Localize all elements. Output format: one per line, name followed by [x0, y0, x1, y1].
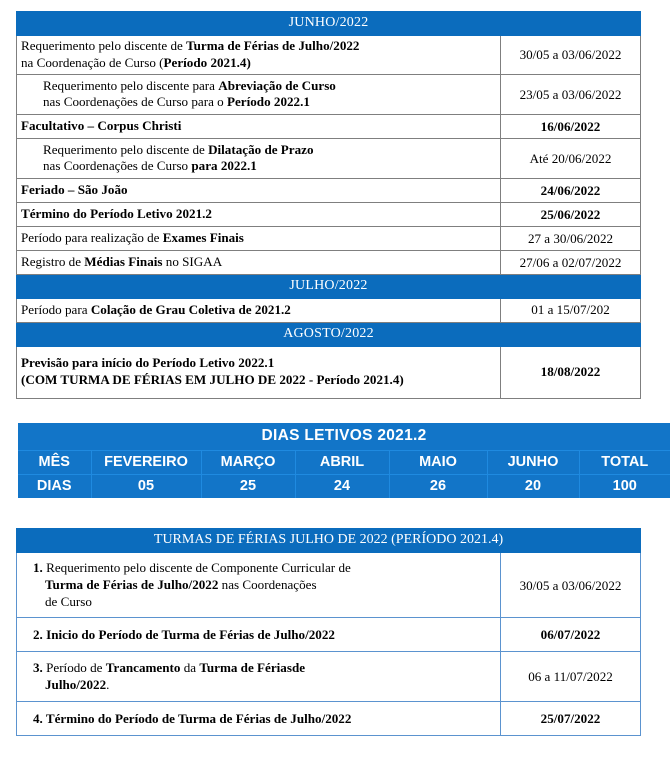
school-days-value-maio: 26 — [389, 475, 487, 500]
plain-text: no SIGAA — [162, 254, 223, 270]
plain-text: na Coordenação de Curso ( — [21, 54, 164, 70]
plain-text: Requerimento pelo discente de — [43, 141, 209, 157]
school-days-row-label-days: DIAS — [17, 475, 91, 500]
school-days-title: DIAS LETIVOS 2021.2 — [17, 422, 671, 451]
month-header-2: AGOSTO/2022 — [17, 323, 641, 347]
plain-text: Registro de — [21, 254, 85, 270]
calendar-row — [17, 299, 641, 323]
summer-classes-title-row — [17, 529, 641, 553]
school-days-title-row — [17, 422, 671, 451]
bold-text: Abreviação de Curso — [218, 77, 336, 93]
calendar-row — [17, 227, 641, 251]
calendar-event-date: Até 20/06/2022 — [501, 139, 641, 179]
bold-text: Turma de Férias de Julho/2022 — [45, 577, 219, 593]
school-days-row-label-month: MÊS — [17, 451, 91, 475]
calendar-row — [17, 75, 641, 115]
month-header-row — [17, 323, 641, 347]
month-header-row — [17, 12, 641, 36]
summer-class-date: 30/05 a 03/06/2022 — [501, 553, 641, 618]
school-days-month-maio: MAIO — [389, 451, 487, 475]
school-days-values-row — [17, 475, 671, 500]
calendar-event-date: 23/05 a 03/06/2022 — [501, 75, 641, 115]
school-days-value-marco: 25 — [201, 475, 295, 500]
calendar-event-description — [17, 139, 501, 179]
bold-text: Término do Período Letivo 2021.2 — [21, 206, 212, 222]
summer-classes-body — [17, 529, 641, 736]
plain-text: Requerimento pelo discente para — [43, 77, 219, 93]
calendar-row — [17, 139, 641, 179]
plain-text: nas Coordenações — [218, 577, 317, 593]
plain-text: de Curso — [45, 594, 92, 610]
month-header-row — [17, 275, 641, 299]
calendar-row — [17, 251, 641, 275]
calendar-event-date: 01 a 15/07/202 — [501, 299, 641, 323]
summer-class-row — [17, 553, 641, 618]
bold-text: Turma de Fériasde — [199, 660, 306, 676]
summer-class-number: 2. — [33, 626, 43, 642]
school-days-total-label: TOTAL — [579, 451, 671, 475]
calendar-row — [17, 347, 641, 399]
summer-class-description — [17, 702, 501, 736]
bold-text: (COM TURMA DE FÉRIAS EM JULHO DE 2022 - Período 2021.4) — [21, 372, 404, 388]
bold-text: Dilatação de Prazo — [208, 141, 314, 157]
school-days-month-fevereiro: FEVEREIRO — [91, 451, 201, 475]
school-days-header-row — [17, 451, 671, 475]
school-days-month-abril: ABRIL — [295, 451, 389, 475]
calendar-event-date: 16/06/2022 — [501, 115, 641, 139]
calendar-event-description — [17, 251, 501, 275]
monthly-calendar-body — [17, 12, 641, 399]
summer-class-date: 25/07/2022 — [501, 702, 641, 736]
bold-text: Colação de Grau Coletiva de 2021.2 — [90, 301, 291, 317]
school-days-month-junho: JUNHO — [487, 451, 579, 475]
calendar-event-date: 25/06/2022 — [501, 203, 641, 227]
bold-text: Período 2021.4) — [163, 54, 251, 70]
plain-text: da — [180, 660, 200, 676]
plain-text: Período de — [42, 660, 106, 676]
summer-class-row — [17, 618, 641, 652]
calendar-event-description — [17, 299, 501, 323]
bold-text: Julho/2022 — [45, 677, 107, 693]
plain-text: Período para — [21, 301, 91, 317]
month-header-0: JUNHO/2022 — [17, 12, 641, 36]
school-days-value-fevereiro: 05 — [91, 475, 201, 500]
bold-text: Período 2022.1 — [226, 94, 310, 110]
summer-class-date: 06/07/2022 — [501, 618, 641, 652]
summer-classes-table — [16, 528, 641, 736]
bold-text: Previsão para início do Período Letivo 2022.1 — [21, 355, 275, 371]
bold-text: Facultativo – Corpus Christi — [21, 118, 182, 134]
school-days-table — [16, 421, 671, 500]
bold-text: Exames Finais — [162, 230, 244, 246]
bold-text: Turma de Férias de Julho/2022 — [186, 37, 360, 53]
calendar-row — [17, 179, 641, 203]
summer-class-number: 4. — [33, 710, 43, 726]
plain-text: Requerimento pelo discente de — [21, 37, 187, 53]
summer-class-number: 1. — [33, 560, 43, 576]
bold-text: Término do Período de Turma de Férias de Julho/2022 — [42, 710, 352, 726]
plain-text: Período para realização de — [21, 230, 163, 246]
calendar-event-date: 24/06/2022 — [501, 179, 641, 203]
summer-class-description — [17, 652, 501, 702]
bold-text: Inicio do Período de Turma de Férias de Julho/2022 — [42, 626, 335, 642]
calendar-row — [17, 35, 641, 75]
summer-class-number: 3. — [33, 660, 43, 676]
bold-text: para 2022.1 — [191, 158, 257, 174]
summer-classes-title: TURMAS DE FÉRIAS JULHO DE 2022 (PERÍODO 2021.4) — [17, 529, 641, 553]
calendar-event-description — [17, 227, 501, 251]
summer-class-line — [33, 576, 494, 593]
school-days-value-total: 100 — [579, 475, 671, 500]
school-days-value-junho: 20 — [487, 475, 579, 500]
calendar-event-date: 27/06 a 02/07/2022 — [501, 251, 641, 275]
calendar-event-date: 27 a 30/06/2022 — [501, 227, 641, 251]
summer-class-line — [33, 676, 494, 693]
plain-text: nas Coordenações de Curso — [43, 158, 192, 174]
calendar-event-description — [17, 203, 501, 227]
monthly-calendar-table — [16, 11, 641, 399]
calendar-row — [17, 203, 641, 227]
calendar-event-date: 18/08/2022 — [501, 347, 641, 399]
calendar-event-description — [17, 115, 501, 139]
summer-class-line — [33, 593, 494, 610]
plain-text: Requerimento pelo discente de Componente Curricular de — [42, 560, 351, 576]
calendar-row — [17, 115, 641, 139]
plain-text: . — [106, 677, 110, 693]
calendar-event-date: 30/05 a 03/06/2022 — [501, 35, 641, 75]
calendar-event-description — [17, 347, 501, 399]
month-header-1: JULHO/2022 — [17, 275, 641, 299]
plain-text: nas Coordenações de Curso para o — [43, 94, 227, 110]
bold-text: Médias Finais — [84, 254, 163, 270]
calendar-event-description — [17, 35, 501, 75]
bold-text: Feriado – São João — [21, 182, 128, 198]
summer-class-row — [17, 702, 641, 736]
summer-class-date: 06 a 11/07/2022 — [501, 652, 641, 702]
summer-class-description — [17, 553, 501, 618]
calendar-event-description — [17, 179, 501, 203]
summer-class-row — [17, 652, 641, 702]
summer-class-description — [17, 618, 501, 652]
school-days-value-abril: 24 — [295, 475, 389, 500]
school-days-month-marco: MARÇO — [201, 451, 295, 475]
calendar-event-description — [17, 75, 501, 115]
bold-text: Trancamento — [105, 660, 181, 676]
